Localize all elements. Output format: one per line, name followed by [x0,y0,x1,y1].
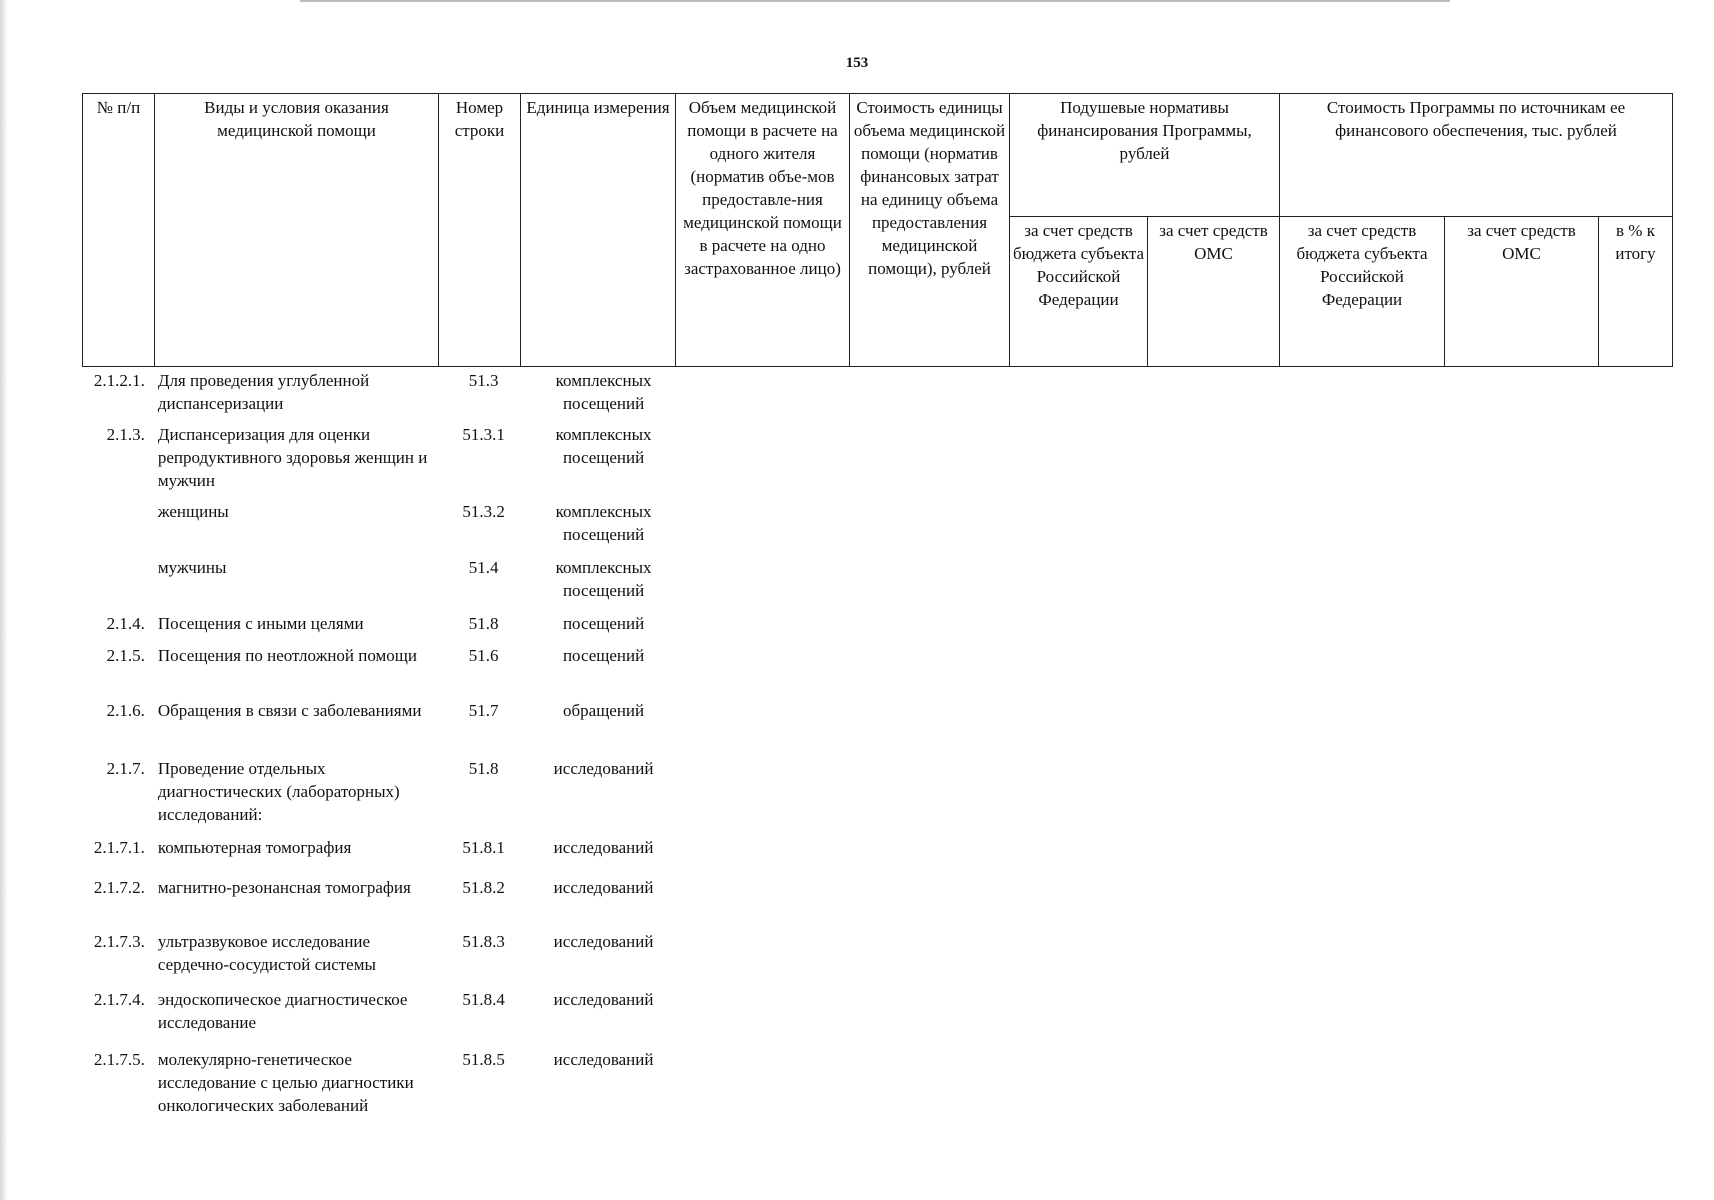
row-number: 2.1.7.2. [93,878,145,897]
row-line: 51.6 [468,646,499,665]
row-name: эндоскопическое диагностическое исследование [157,990,408,1032]
row-name: Посещения с иными целями [157,614,364,633]
table-row [82,836,682,876]
row-line: 51.8 [468,614,499,633]
header-col-types: Виды и условия оказания медицинской помощи [155,94,439,367]
row-line: 51.8.3 [462,932,505,951]
row-unit: исследований [553,838,654,857]
header-col-program-budget: за счет средств бюджета субъекта Российской Федерации [1280,217,1445,367]
table-row [82,1048,682,1144]
row-name: ультразвуковое исследование сердечно-сосудистой системы [157,932,376,974]
row-number [82,500,155,556]
table-row [82,423,682,500]
row-line: 51.8.4 [462,990,505,1009]
row-name: женщины [157,502,229,521]
header-col-per-capita: Подушевые нормативы финансирования Программы, рублей [1010,94,1280,217]
row-unit: комплексных посещений [555,371,652,413]
row-name: магнитно-резонансная томография [157,878,411,897]
row-number: 2.1.5. [106,646,145,665]
header-col-per-capita-budget: за счет средств бюджета субъекта Российской Федерации [1010,217,1148,367]
table-body [82,369,682,1144]
row-unit: посещений [562,614,645,633]
row-unit: комплексных посещений [555,502,652,544]
table-row [82,930,682,988]
row-unit: обращений [563,701,645,720]
row-number [82,556,155,612]
table-row [82,644,682,699]
header-col-line: Номер строки [439,94,521,367]
header-col-unit: Единица измерения [521,94,676,367]
row-unit: исследований [553,990,654,1009]
row-name: Посещения по неотложной помощи [157,646,417,665]
row-unit: посещений [562,646,645,665]
row-name: Для проведения углубленной диспансеризации [157,371,370,413]
table-row [82,556,682,612]
row-line: 51.8.5 [462,1050,505,1069]
row-line: 51.4 [468,558,499,577]
row-name: Проведение отдельных диагностических (лабораторных) исследований: [157,759,400,824]
row-unit: комплексных посещений [555,558,652,600]
row-name: Обращения в связи с заболеваниями [157,701,422,720]
table-row [82,876,682,930]
table-row [82,369,682,423]
table-row [82,500,682,556]
row-line: 51.3.1 [462,425,505,444]
row-unit: комплексных посещений [555,425,652,467]
table-row [82,699,682,757]
row-unit: исследований [553,1050,654,1069]
scan-edge-shadow [0,0,8,1200]
page-number: 153 [845,55,869,71]
row-line: 51.7 [468,701,499,720]
row-line: 51.8 [468,759,499,778]
row-number: 2.1.6. [106,701,145,720]
row-number: 2.1.7.3. [93,932,145,951]
header-col-per-capita-oms: за счет средств ОМС [1148,217,1280,367]
table-row [82,988,682,1048]
row-line: 51.8.1 [462,838,505,857]
row-number: 2.1.7.5. [93,1050,145,1069]
header-col-program-cost: Стоимость Программы по источникам ее финансового обеспечения, тыс. рублей [1280,94,1673,217]
header-col-program-oms: за счет средств ОМС [1445,217,1599,367]
row-unit: исследований [553,932,654,951]
row-number: 2.1.7. [106,759,145,778]
header-col-program-percent: в % к итогу [1599,217,1673,367]
scan-top-line [300,0,1450,2]
row-line: 51.3.2 [462,502,505,521]
row-name: компьютерная томография [157,838,352,857]
row-line: 51.8.2 [462,878,505,897]
row-unit: исследований [553,878,654,897]
header-col-cost: Стоимость единицы объема медицинской помощи (норматив финансовых затрат на единицу объема предоставления медицинской помощи), рублей [850,94,1010,367]
row-number: 2.1.7.1. [93,838,145,857]
header-col-volume: Объем медицинской помощи в расчете на одного жителя (норматив объе-мов предоставле-ния медицинской помощи в расчете на одно застрахованное лицо) [676,94,850,367]
header-col-number: № п/п [83,94,155,367]
row-name: мужчины [157,558,227,577]
row-line: 51.3 [468,371,499,390]
row-unit: исследований [553,759,654,778]
table-row [82,757,682,836]
row-number: 2.1.7.4. [93,990,145,1009]
row-number: 2.1.4. [106,614,145,633]
table-header [82,93,1673,367]
row-number: 2.1.3. [106,425,145,444]
table-row [82,612,682,644]
row-name: Диспансеризация для оценки репродуктивного здоровья женщин и мужчин [157,425,428,490]
row-number: 2.1.2.1. [93,371,145,390]
row-name: молекулярно-генетическое исследование с целью диагностики онкологических заболеваний [157,1050,414,1115]
